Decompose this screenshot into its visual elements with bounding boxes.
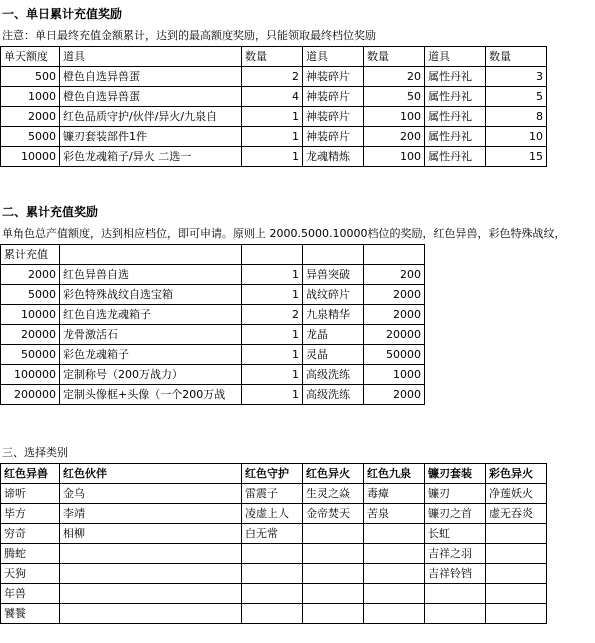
qty-cell: 10 (486, 127, 547, 147)
cell: 谛听 (1, 484, 60, 504)
amount-cell: 10000 (1, 305, 60, 325)
table-row (1, 544, 547, 564)
daily-recharge-table (0, 46, 547, 167)
header-cell: 红色异兽 (1, 464, 60, 484)
table-row (1, 564, 547, 584)
table-row (1, 107, 547, 127)
header-cell: 红色九泉 (364, 464, 425, 484)
cell: 年兽 (1, 584, 60, 604)
cell (60, 544, 242, 564)
item-cell: 神装碎片 (303, 87, 364, 107)
cell (425, 604, 486, 624)
header-cell: 红色守护 (242, 464, 303, 484)
item-cell: 神装碎片 (303, 67, 364, 87)
cell (303, 604, 364, 624)
table-header-row (1, 47, 547, 67)
item-cell: 异兽突破 (303, 265, 364, 285)
table-row (1, 524, 547, 544)
header-cell: 数量 (242, 47, 303, 67)
cell: 净莲妖火 (486, 484, 547, 504)
header-cell (303, 245, 364, 265)
cell (364, 604, 425, 624)
item-cell: 彩色特殊战纹自选宝箱 (60, 285, 242, 305)
qty-cell: 2000 (364, 385, 425, 405)
qty-cell: 1 (242, 365, 303, 385)
header-cell: 镰刃套装 (425, 464, 486, 484)
qty-cell: 15 (486, 147, 547, 167)
cell: 金乌 (60, 484, 242, 504)
amount-cell: 10000 (1, 147, 60, 167)
cell (486, 584, 547, 604)
cell (303, 584, 364, 604)
cell (486, 564, 547, 584)
item-cell: 高级洗练 (303, 365, 364, 385)
qty-cell: 50000 (364, 345, 425, 365)
header-cell (60, 245, 242, 265)
cell: 雷震子 (242, 484, 303, 504)
table-row (1, 504, 547, 524)
header-cell: 红色伙伴 (60, 464, 242, 484)
cell (364, 584, 425, 604)
qty-cell: 2000 (364, 305, 425, 325)
header-cell: 数量 (486, 47, 547, 67)
cell (242, 564, 303, 584)
qty-cell: 1 (242, 285, 303, 305)
cell (486, 544, 547, 564)
qty-cell: 100 (364, 147, 425, 167)
cell: 李靖 (60, 504, 242, 524)
section2-title: 二、累计充值奖励 (2, 205, 99, 219)
amount-cell: 50000 (1, 345, 60, 365)
header-cell: 累计充值 (1, 245, 60, 265)
item-cell: 镰刃套装部件1件 (60, 127, 242, 147)
cell (242, 584, 303, 604)
qty-cell: 8 (486, 107, 547, 127)
qty-cell: 1 (242, 107, 303, 127)
item-cell: 神装碎片 (303, 107, 364, 127)
item-cell: 红色自选龙魂箱子 (60, 305, 242, 325)
table-row (1, 484, 547, 504)
cell (242, 604, 303, 624)
item-cell: 灵晶 (303, 345, 364, 365)
qty-cell: 2 (242, 305, 303, 325)
header-cell: 道具 (425, 47, 486, 67)
qty-cell: 1 (242, 265, 303, 285)
table-header-row (1, 245, 425, 265)
item-cell: 红色品质守护/伙伴/异火/九泉自 (60, 107, 242, 127)
qty-cell: 20 (364, 67, 425, 87)
cumulative-recharge-table (0, 244, 425, 405)
cell: 相柳 (60, 524, 242, 544)
cell (303, 564, 364, 584)
cell (425, 584, 486, 604)
cell: 天狗 (1, 564, 60, 584)
qty-cell: 1 (242, 385, 303, 405)
cell (60, 604, 242, 624)
cell: 虚无吞炎 (486, 504, 547, 524)
table-row (1, 604, 547, 624)
item-cell: 彩色龙魂箱子 (60, 345, 242, 365)
item-cell: 橙色自选异兽蛋 (60, 87, 242, 107)
amount-cell: 200000 (1, 385, 60, 405)
table-row (1, 67, 547, 87)
cell (364, 544, 425, 564)
amount-cell: 1000 (1, 87, 60, 107)
table-row (1, 127, 547, 147)
cell: 毕方 (1, 504, 60, 524)
cell (486, 524, 547, 544)
table-row (1, 265, 425, 285)
qty-cell: 2 (242, 67, 303, 87)
table-row (1, 385, 425, 405)
item-cell: 属性丹礼 (425, 87, 486, 107)
qty-cell: 50 (364, 87, 425, 107)
qty-cell: 1 (242, 147, 303, 167)
qty-cell: 1 (242, 345, 303, 365)
qty-cell: 200 (364, 265, 425, 285)
amount-cell: 20000 (1, 325, 60, 345)
cell: 白无常 (242, 524, 303, 544)
item-cell: 九泉精华 (303, 305, 364, 325)
section1-note: 注意：单日最终充值金额累计，达到的最高额度奖励，只能领取最终档位奖励 (2, 29, 376, 42)
cell (364, 564, 425, 584)
qty-cell: 1000 (364, 365, 425, 385)
table-row (1, 285, 425, 305)
qty-cell: 200 (364, 127, 425, 147)
cell (60, 584, 242, 604)
item-cell: 属性丹礼 (425, 127, 486, 147)
header-cell (242, 245, 303, 265)
amount-cell: 100000 (1, 365, 60, 385)
item-cell: 定制称号（200万战力） (60, 365, 242, 385)
cell (303, 524, 364, 544)
qty-cell: 1 (242, 127, 303, 147)
header-cell (364, 245, 425, 265)
table-header-row (1, 464, 547, 484)
item-cell: 红色异兽自选 (60, 265, 242, 285)
qty-cell: 2000 (364, 285, 425, 305)
item-cell: 属性丹礼 (425, 67, 486, 87)
cell (303, 544, 364, 564)
cell: 毒瘴 (364, 484, 425, 504)
cell (364, 524, 425, 544)
table-row (1, 345, 425, 365)
item-cell: 龙晶 (303, 325, 364, 345)
amount-cell: 2000 (1, 107, 60, 127)
table-row (1, 584, 547, 604)
qty-cell: 20000 (364, 325, 425, 345)
section1-title: 一、单日累计充值奖励 (2, 7, 123, 21)
cell: 饕餮 (1, 604, 60, 624)
cell: 穷奇 (1, 524, 60, 544)
header-cell: 道具 (303, 47, 364, 67)
header-cell: 道具 (60, 47, 242, 67)
table-row (1, 147, 547, 167)
table-row (1, 305, 425, 325)
qty-cell: 3 (486, 67, 547, 87)
table-row (1, 325, 425, 345)
cell (242, 544, 303, 564)
category-table (0, 463, 547, 624)
header-cell: 数量 (364, 47, 425, 67)
table-row (1, 87, 547, 107)
item-cell: 属性丹礼 (425, 107, 486, 127)
header-cell: 单天额度 (1, 47, 60, 67)
qty-cell: 5 (486, 87, 547, 107)
amount-cell: 500 (1, 67, 60, 87)
amount-cell: 5000 (1, 127, 60, 147)
item-cell: 神装碎片 (303, 127, 364, 147)
cell (60, 564, 242, 584)
section2-note: 单角色总产值额度，达到相应档位，即可申请。原则上 2000.5000.10000档位的奖励，红色异兽，彩色特殊战纹， (2, 227, 566, 240)
qty-cell: 4 (242, 87, 303, 107)
cell: 吉祥铃铛 (425, 564, 486, 584)
header-cell: 红色异火 (303, 464, 364, 484)
cell (486, 604, 547, 624)
section3-title: 三、选择类别 (2, 446, 68, 459)
item-cell: 彩色龙魂箱子/异火 二选一 (60, 147, 242, 167)
amount-cell: 2000 (1, 265, 60, 285)
qty-cell: 1 (242, 325, 303, 345)
item-cell: 属性丹礼 (425, 147, 486, 167)
qty-cell: 100 (364, 107, 425, 127)
cell: 腾蛇 (1, 544, 60, 564)
item-cell: 龙骨激活石 (60, 325, 242, 345)
item-cell: 橙色自选异兽蛋 (60, 67, 242, 87)
cell: 凌虚上人 (242, 504, 303, 524)
item-cell: 高级洗练 (303, 385, 364, 405)
amount-cell: 5000 (1, 285, 60, 305)
cell: 吉祥之羽 (425, 544, 486, 564)
cell: 生灵之焱 (303, 484, 364, 504)
header-cell: 彩色异火 (486, 464, 547, 484)
cell: 长虹 (425, 524, 486, 544)
cell: 苦泉 (364, 504, 425, 524)
cell: 金帝焚天 (303, 504, 364, 524)
cell: 镰刃 (425, 484, 486, 504)
item-cell: 战纹碎片 (303, 285, 364, 305)
cell: 镰刃之首 (425, 504, 486, 524)
item-cell: 定制头像框+头像（一个200万战 (60, 385, 242, 405)
item-cell: 龙魂精炼 (303, 147, 364, 167)
table-row (1, 365, 425, 385)
